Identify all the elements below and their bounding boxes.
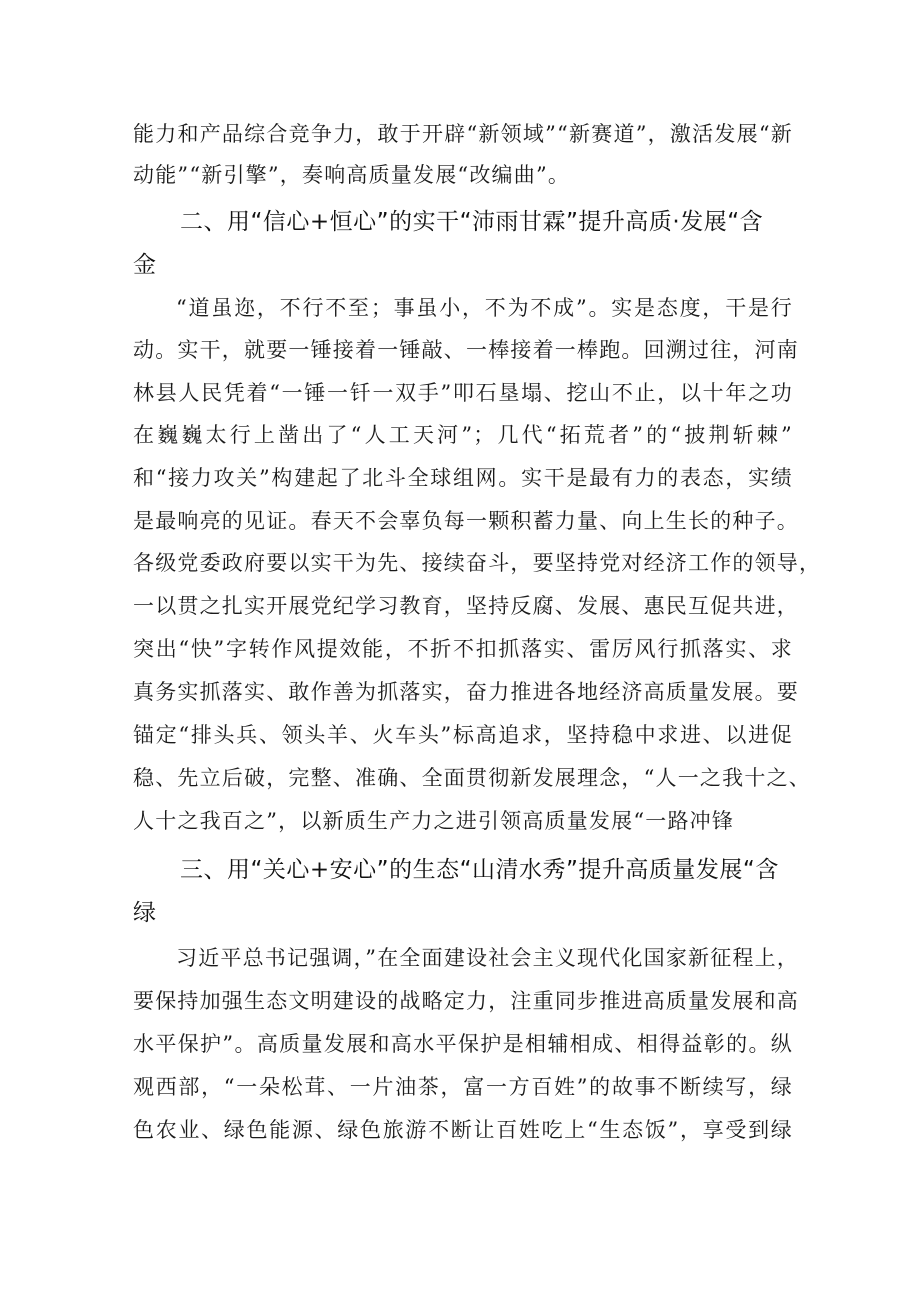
section2-line-1: “道虽迩，不行不至；事虽小，不为不成”。实是态度，干是行 bbox=[176, 296, 793, 320]
section3-line-4: 观西部，“一朵松茸、一片油茶，富一方百姓”的故事不断续写，绿 bbox=[133, 1075, 793, 1099]
section2-line-10: 真务实抓落实、敢作善为抓落实，奋力推进各地经济高质量发展。要 bbox=[133, 680, 799, 704]
section3-line-2: 要保持加强生态文明建设的战略定力，注重同步推进高质量发展和高 bbox=[133, 989, 799, 1013]
section2-line-13: 人十之我百之”，以新质生产力之进引领高质量发展“一路冲锋 bbox=[133, 809, 735, 833]
section2-line-8: 一以贯之扎实开展党纪学习教育，坚持反腐、发展、惠民互促共进， bbox=[133, 594, 799, 618]
section2-line-4: 在巍巍太行上凿出了“人工天河”；几代“拓荒者”的“披荆斩棘” bbox=[133, 423, 793, 447]
section3-line-3: 水平保护”。高质量发展和高水平保护是相辅相成、相得益彰的。纵 bbox=[133, 1032, 793, 1056]
section2-line-2: 动。实干，就要一锤接着一锤敲、一棒接着一棒跑。回溯过往，河南 bbox=[133, 338, 799, 362]
section3-heading-line1: 三、用“关心+安心”的生态“山清水秀”提升高质量发展“含 bbox=[180, 857, 779, 883]
section2-line-6: 是最响亮的见证。春天不会辜负每一颗积蓄力量、向上生长的种子。 bbox=[133, 509, 799, 533]
intro-line-1: 能力和产品综合竞争力，敢于开辟“新领域”“新赛道”，激活发展“新 bbox=[133, 122, 793, 146]
section3-line-1: 习近平总书记强调，”在全面建设社会主义现代化国家新征程上， bbox=[176, 946, 800, 970]
section2-line-3: 林县人民凭着“一锤一钎一双手”叩石垦塌、挖山不止，以十年之功 bbox=[133, 381, 793, 405]
section2-line-12: 稳、先立后破，完整、准确、全面贯彻新发展理念，“人一之我十之、 bbox=[133, 766, 811, 790]
section3-heading-line2: 绿 bbox=[133, 900, 157, 926]
section2-line-9: 突出“快”字转作风提效能，不折不扣抓落实、雷厉风行抓落实、求 bbox=[133, 637, 793, 661]
section2-heading-line2: 金 bbox=[133, 252, 157, 278]
section2-line-11: 锚定“排头兵、领头羊、火车头”标高追求，坚持稳中求进、以进促 bbox=[133, 723, 793, 747]
section3-line-5: 色农业、绿色能源、绿色旅游不断让百姓吃上“生态饭”，享受到绿 bbox=[133, 1118, 793, 1142]
section2-heading-line1: 二、用“信心+恒心”的实干“沛雨甘霖”提升高质·发展“含 bbox=[180, 209, 764, 235]
section2-line-7: 各级党委政府要以实干为先、接续奋斗，要坚持党对经济工作的领导， bbox=[133, 551, 822, 575]
intro-line-2: 动能”“新引擎”，奏响高质量发展“改编曲”。 bbox=[133, 163, 571, 187]
section2-line-5: 和“接力攻关”构建起了北斗全球组网。实干是最有力的表态，实绩 bbox=[133, 466, 793, 490]
